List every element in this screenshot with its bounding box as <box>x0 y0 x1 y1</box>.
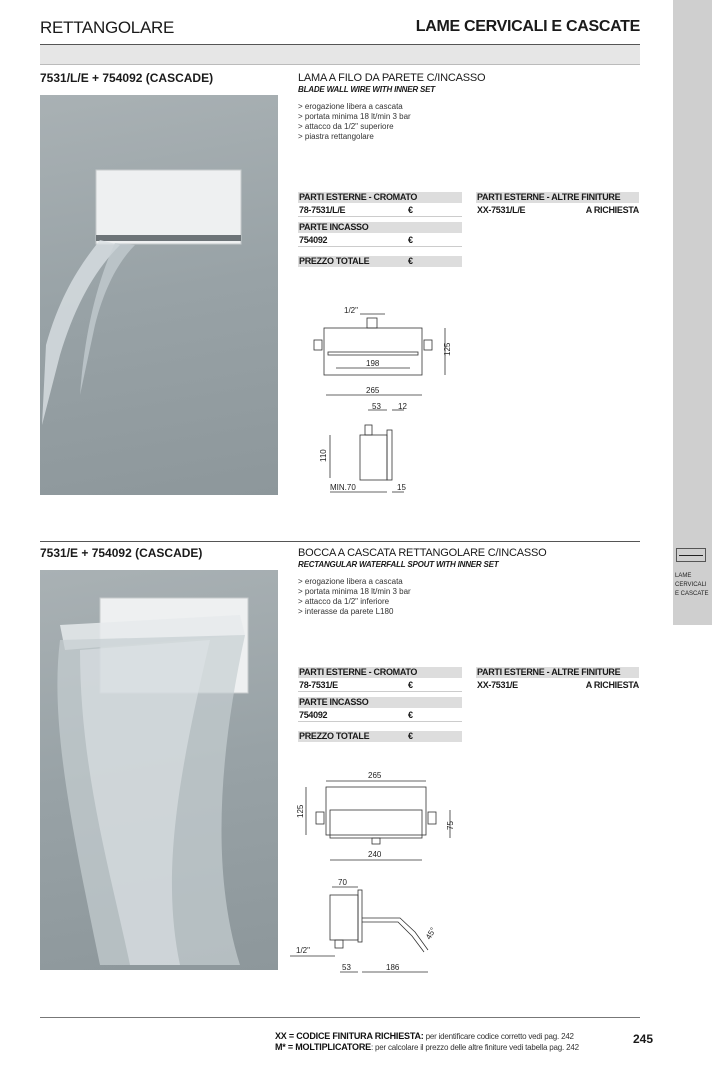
table-row <box>476 203 639 217</box>
technical-drawing <box>300 300 460 500</box>
table-row <box>298 678 462 692</box>
dim-label: 110 <box>319 449 328 462</box>
side-tab-line: LAME <box>675 573 692 579</box>
section-divider <box>40 541 640 542</box>
total-label: PREZZO TOTALE <box>299 256 370 266</box>
feature-item: > erogazione libera a cascata <box>298 577 403 586</box>
total-row <box>298 731 462 742</box>
table-header: PARTI ESTERNE - CROMATO <box>298 192 462 203</box>
feature-list <box>298 577 411 617</box>
product-photo <box>40 570 278 970</box>
dim-label: 12 <box>398 402 407 411</box>
page-number: 245 <box>633 1032 654 1046</box>
dim-label: 198 <box>366 359 380 368</box>
total-row <box>298 256 462 267</box>
table-header: PARTI ESTERNE - ALTRE FINITURE <box>476 192 639 203</box>
product-code: 78-7531/L/E <box>299 205 346 215</box>
blade-fixture-image <box>40 95 278 495</box>
price-value: € <box>408 235 413 245</box>
price-table-chrome <box>298 192 462 267</box>
side-tab[interactable] <box>673 0 712 625</box>
dim-label: 125 <box>296 804 305 818</box>
dim-label: 53 <box>342 963 351 972</box>
dim-label: 15 <box>397 483 406 492</box>
feature-item: > attacco da 1/2" superiore <box>298 122 394 131</box>
dim-label: 1/2" <box>296 946 310 955</box>
price-table-other <box>476 192 639 217</box>
product-subtitle: BLADE WALL WIRE WITH INNER SET <box>298 85 435 94</box>
product-code-title: 7531/E + 754092 (CASCADE) <box>40 546 203 560</box>
section-title: RETTANGOLARE <box>40 18 174 37</box>
footnote-key: M* = MOLTIPLICATORE <box>275 1042 371 1052</box>
product-code-title: 7531/L/E + 754092 (CASCADE) <box>40 71 214 85</box>
product-title: LAMA A FILO DA PARETE C/INCASSO <box>298 72 486 84</box>
price-value: € <box>408 205 413 215</box>
table-header: PARTI ESTERNE - ALTRE FINITURE <box>476 667 639 678</box>
dim-label: 265 <box>368 771 382 780</box>
footnote-m <box>275 1042 579 1052</box>
table-row <box>298 708 462 722</box>
footer-divider <box>40 1017 640 1018</box>
product-code: 754092 <box>299 235 328 245</box>
total-label: PREZZO TOTALE <box>299 731 370 741</box>
price-value: € <box>408 680 413 690</box>
dim-label: 45° <box>423 926 438 941</box>
footnote-text: per identificare codice corretto vedi pag. 242 <box>423 1032 574 1041</box>
dim-label: 1/2" <box>344 306 358 315</box>
category-title: LAME CERVICALI E CASCATE <box>415 18 640 35</box>
product-photo <box>40 95 278 495</box>
product-code: 754092 <box>299 710 328 720</box>
feature-item: > portata minima 18 lt/min 3 bar <box>298 112 411 121</box>
cascade-icon <box>676 548 706 562</box>
price-value: A RICHIESTA <box>585 205 639 215</box>
product-code: XX-7531/E <box>477 680 518 690</box>
price-table-other <box>476 667 639 692</box>
table-row <box>298 233 462 247</box>
product-subtitle: RECTANGULAR WATERFALL SPOUT WITH INNER SET <box>298 560 499 569</box>
total-value: € <box>408 731 413 741</box>
table-header: PARTE INCASSO <box>298 222 462 233</box>
dim-label: 186 <box>386 963 400 972</box>
price-table-chrome <box>298 667 462 742</box>
product-code: XX-7531/L/E <box>477 205 526 215</box>
table-row <box>298 203 462 217</box>
price-value: A RICHIESTA <box>585 680 639 690</box>
side-tab-line: E CASCATE <box>675 591 709 597</box>
feature-item: > erogazione libera a cascata <box>298 102 403 111</box>
dim-label: MIN.70 <box>330 483 356 492</box>
dim-label: 75 <box>446 821 455 830</box>
dim-label: 240 <box>368 850 382 859</box>
total-value: € <box>408 256 413 266</box>
feature-item: > piastra rettangolare <box>298 132 374 141</box>
table-header: PARTI ESTERNE - CROMATO <box>298 667 462 678</box>
dim-label: 125 <box>443 342 452 356</box>
price-value: € <box>408 710 413 720</box>
dim-label: 70 <box>338 878 347 887</box>
dim-label: 53 <box>372 402 381 411</box>
feature-item: > attacco da 1/2" inferiore <box>298 597 390 606</box>
footnote-xx <box>275 1031 574 1041</box>
side-tab-label <box>675 572 711 599</box>
footnote-text: : per calcolare il prezzo delle altre finiture vedi tabella pag. 242 <box>370 1043 579 1052</box>
table-header: PARTE INCASSO <box>298 697 462 708</box>
dim-label: 265 <box>366 386 380 395</box>
technical-drawing <box>290 760 470 980</box>
feature-list <box>298 102 411 142</box>
header-band <box>40 45 640 65</box>
footnote-key: XX = CODICE FINITURA RICHIESTA: <box>275 1031 424 1041</box>
waterfall-spout-image <box>40 570 278 970</box>
product-title: BOCCA A CASCATA RETTANGOLARE C/INCASSO <box>298 547 547 559</box>
side-tab-line: CERVICALI <box>675 582 707 588</box>
product-code: 78-7531/E <box>299 680 338 690</box>
table-row <box>476 678 639 692</box>
feature-item: > interasse da parete L180 <box>298 607 394 616</box>
feature-item: > portata minima 18 lt/min 3 bar <box>298 587 411 596</box>
